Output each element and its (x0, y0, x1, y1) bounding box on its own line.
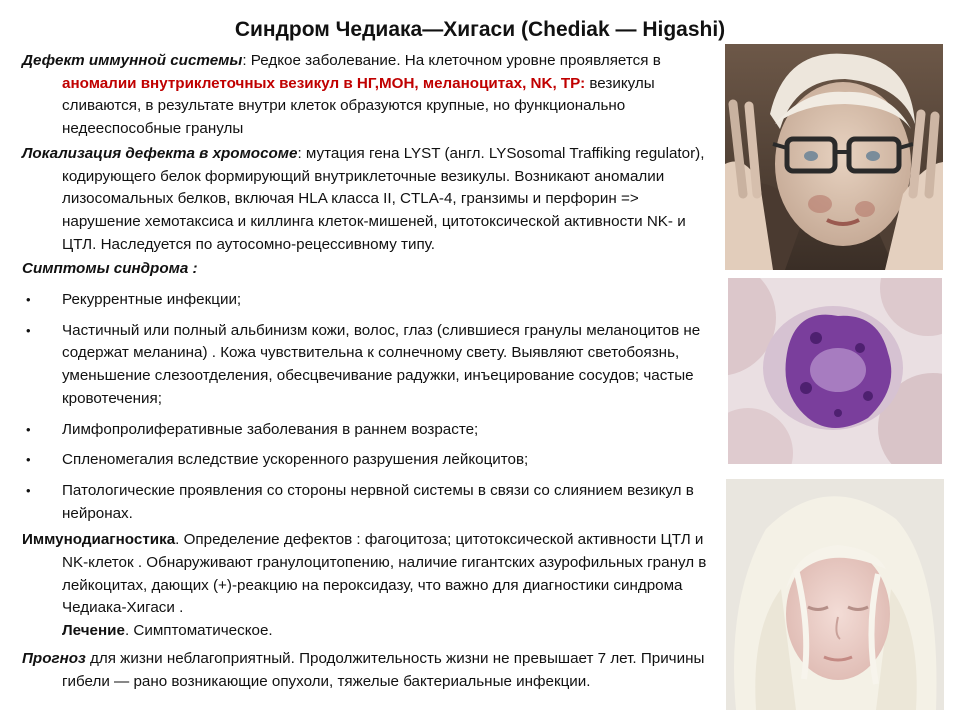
prognosis-label: Прогноз (22, 649, 86, 667)
diagnostics-paragraph (22, 529, 720, 620)
bullet-icon: • (26, 452, 31, 468)
diagnostics-text: . Определение дефектов : фагоцитоза; цитотоксической активности ЦТЛ и NK-клеток . Обнаруживают гранулоцитопению, наличие гигантских азурофильных гранул в лейкоцитах, дающих (+)-реакцию на пероксидазу, что важно для диагностики синдрома Чедиака-Хигаси . (62, 531, 707, 617)
defect-label: Дефект иммунной системы (22, 52, 243, 69)
bullet-icon: • (26, 292, 31, 308)
prognosis-paragraph (22, 648, 720, 693)
symptom-item-5: • Патологические проявления со стороны нервной системы в связи со слиянием везикул в нейронах. (26, 481, 694, 522)
treatment-text: . Симптоматическое. (124, 622, 273, 640)
symptom-item-3: • Лимфопролиферативные заболевания в раннем возрасте; (22, 419, 720, 442)
bullet-icon: • (26, 421, 31, 437)
treatment-label: Лечение (62, 622, 125, 640)
symptom-item-2: • Частичный или полный альбинизм кожи, волос, глаз (слившиеся гранулы меланоцитов не содержат меланина) . Кожа чувствительна к солнечному свету. Выявляют светобоязнь, уменьшение слезоотделения, обесцвечивание радужки, инъецирование сосудов; частые кровотечения; (26, 321, 701, 407)
albino-patient-photo (726, 479, 944, 710)
defect-paragraph (22, 50, 720, 141)
albino-photo-image (726, 479, 944, 710)
diagnostics-label: Иммунодиагностика (22, 531, 176, 549)
defect-highlight: аномалии внутриклеточных везикул в НГ,МОН, меланоцитах, NK, ТР: (62, 74, 586, 92)
symptom-item-1: • Рекуррентные инфекции; (22, 289, 720, 312)
leukocyte-micrograph (728, 278, 942, 464)
micrograph-image (728, 278, 942, 464)
localization-label: Локализация дефекта в хромосоме (22, 144, 298, 162)
bullet-icon: • (26, 322, 31, 338)
treatment-line (22, 620, 720, 643)
defect-text-after: везикулы сливаются, в результате внутри клеток образуются крупные, но функционально недееспособные гранулы (62, 74, 655, 138)
prognosis-text: для жизни неблагоприятный. Продолжительность жизни не превышает 7 лет. Причины гибели — рано возникающие опухоли, тяжелые бактериальные инфекции. (62, 649, 705, 690)
localization-paragraph (22, 143, 720, 257)
slide-title: Синдром Чедиака—Хигаси (Chediak — Higashi) (234, 18, 726, 41)
bullet-icon: • (26, 482, 31, 498)
slide-body (22, 50, 720, 693)
defect-text-before: : Редкое заболевание. На клеточном уровне проявляется в (242, 52, 661, 69)
localization-text: : мутация гена LYST (англ. LYSosomal Traffiking regulator), кодирующего белок формирующий внутриклеточные везикулы. Возникают аномалии лизосомальных белков, включая HLA класса II, CTLA-4, гранзимы и перфорин => нарушение хемотаксиса и киллинга клеток-мишеней, цитотоксической активности NK- и ЦТЛ. Наследуется по аутосомно-рецессивному типу. (62, 144, 705, 253)
symptoms-heading: Симптомы синдрома : (22, 260, 198, 278)
boy-photo-image (725, 44, 943, 270)
symptom-item-4: • Спленомегалия вследствие ускоренного разрушения лейкоцитов; (22, 449, 720, 472)
patient-boy-photo (725, 44, 943, 270)
